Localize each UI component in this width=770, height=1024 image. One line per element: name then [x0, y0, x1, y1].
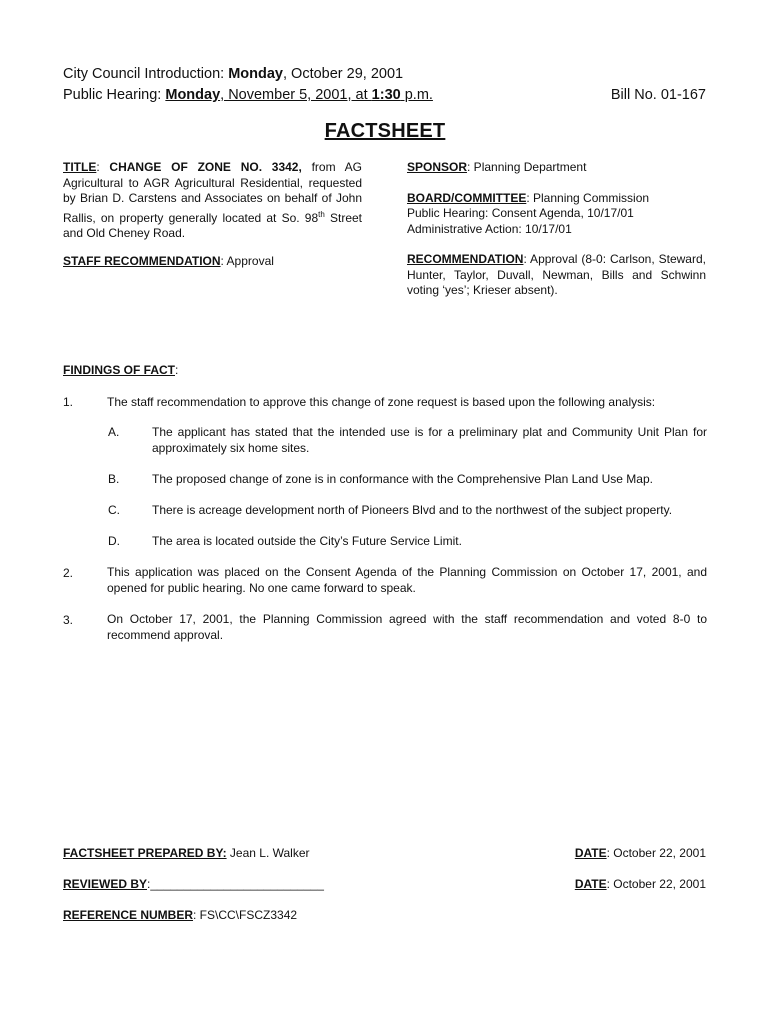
title-block: [63, 160, 362, 242]
board-value: : Planning Commission: [526, 190, 650, 205]
sub-finding-text: The area is located outside the City’s Future Service Limit.: [152, 534, 462, 548]
sub-finding-text: The proposed change of zone is in conformance with the Comprehensive Plan Land Use Map.: [152, 472, 653, 486]
reference-number: [63, 908, 297, 922]
intro-date: , October 29, 2001: [283, 66, 404, 82]
sponsor: [407, 160, 706, 176]
hearing-day: Monday: [165, 87, 221, 103]
hearing-prefix: Public Hearing:: [63, 87, 166, 103]
hearing-time: 1:30: [371, 87, 401, 103]
reference-label: REFERENCE NUMBER: [63, 908, 194, 922]
reference-value: : FS\CC\FSCZ3342: [193, 908, 298, 922]
prepared-label: FACTSHEET PREPARED BY:: [63, 846, 227, 860]
date-value: : October 22, 2001: [606, 877, 706, 891]
sub-finding-letter: C.: [108, 503, 120, 517]
staff-rec-value: : Approval: [220, 254, 274, 268]
finding-text: On October 17, 2001, the Planning Commission agreed with the staff recommendation and voted 8-0 to recommend approval.: [107, 612, 707, 642]
title-superscript: th: [318, 209, 325, 219]
reviewed-by: [63, 877, 324, 891]
title-label: TITLE: [63, 160, 97, 174]
sub-finding-text: The applicant has stated that the intended use is for a preliminary plat and Community Unit Plan for approximately six home sites.: [152, 425, 707, 455]
title-colon: :: [96, 160, 110, 174]
intro-day: Monday: [228, 66, 283, 82]
date-value: : October 22, 2001: [606, 846, 706, 860]
page-title: FACTSHEET: [324, 120, 446, 142]
recommendation: [407, 252, 706, 299]
finding-number: 1.: [63, 395, 74, 409]
hearing-mid: , November 5, 2001, at: [220, 87, 372, 103]
sub-finding-letter: D.: [108, 534, 120, 548]
sponsor-label: SPONSOR: [407, 160, 468, 174]
finding-number: 2.: [63, 566, 74, 580]
sub-finding-letter: A.: [108, 425, 120, 439]
findings-heading: [63, 363, 178, 379]
sub-finding-letter: B.: [108, 472, 120, 486]
sub-finding-text: There is acreage development north of Pioneers Blvd and to the northwest of the subject property.: [152, 503, 673, 517]
finding-text: This application was placed on the Consent Agenda of the Planning Commission on October 17, 2001, and opened for public hearing. No one came forward to speak.: [107, 565, 707, 595]
intro-prefix: City Council Introduction:: [63, 66, 229, 82]
council-introduction-line: [63, 66, 403, 82]
reviewed-value: :__________________________: [147, 877, 324, 891]
bill-number: Bill No. 01-167: [610, 87, 706, 103]
finding-number: 3.: [63, 613, 74, 627]
recommendation-value: : Approval (8-0: Carlson, Steward, Hunter, Taylor, Duvall, Newman, Bills and Schwinn voting ‘yes’; Krieser absent).: [407, 252, 706, 297]
staff-rec-label: STAFF RECOMMENDATION: [63, 254, 221, 268]
recommendation-label: RECOMMENDATION: [407, 252, 524, 266]
prepared-value: Jean L. Walker: [226, 846, 310, 860]
title-bold: CHANGE OF ZONE NO. 3342,: [109, 160, 302, 174]
board-administrative-action: Administrative Action: 10/17/01: [407, 221, 572, 236]
title-text-1: from AG Agricultural to AGR Agricultural Residential, requested by Brian D. Carstens and Associates on behalf of John Rallis, on property generally located at So. 98: [63, 160, 362, 225]
date-label: DATE: [574, 846, 607, 860]
finding-text: The staff recommendation to approve this change of zone request is based upon the following analysis:: [107, 395, 656, 409]
staff-recommendation: [63, 254, 274, 270]
findings-heading-label: FINDINGS OF FACT: [63, 363, 175, 377]
board-public-hearing: Public Hearing: Consent Agenda, 10/17/01: [407, 206, 634, 220]
board-label: BOARD/COMMITTEE: [407, 190, 527, 205]
public-hearing-line: [63, 87, 433, 103]
board-committee: [407, 191, 706, 238]
reviewed-date: [575, 877, 706, 891]
sponsor-value: : Planning Department: [467, 160, 587, 174]
reviewed-label: REVIEWED BY: [63, 877, 148, 891]
hearing-suffix: p.m.: [400, 87, 433, 103]
right-column: [407, 160, 706, 299]
date-label: DATE: [574, 877, 607, 891]
findings-heading-colon: :: [175, 363, 179, 377]
prepared-by: [63, 846, 310, 860]
prepared-date: [575, 846, 706, 860]
title-text-2: Street and Old Cheney Road.: [63, 210, 362, 240]
